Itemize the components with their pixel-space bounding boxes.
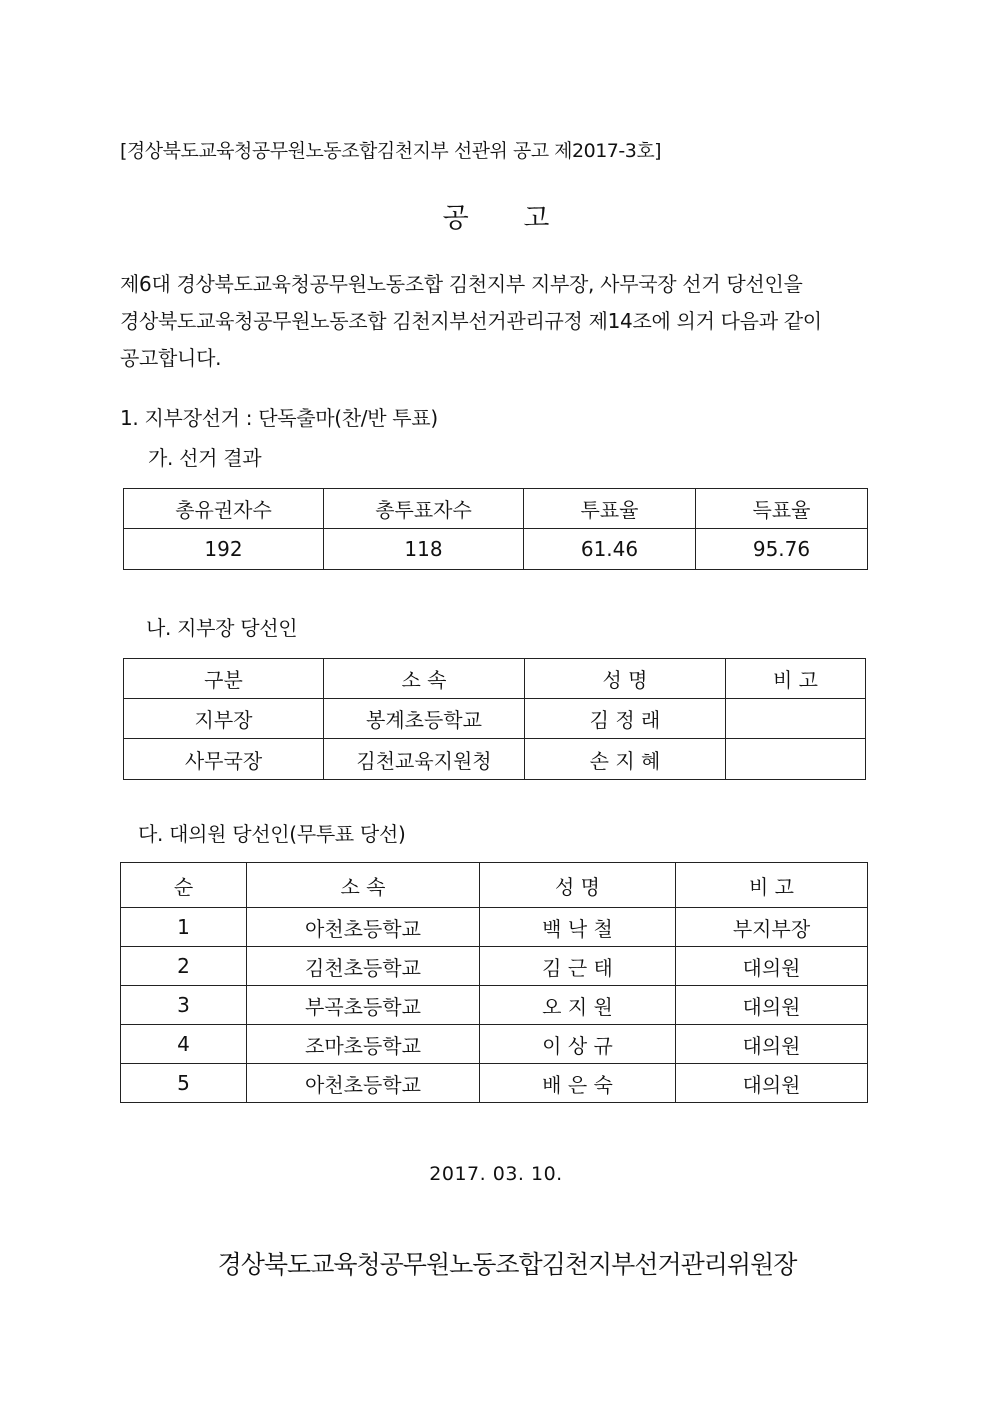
header-cell: 비 고 — [726, 659, 866, 699]
table-header-row — [121, 863, 868, 908]
header-cell: 순 — [121, 863, 247, 908]
remarks-cell: 부지부장 — [676, 908, 868, 947]
name-cell: 백 낙 철 — [480, 908, 676, 947]
affiliation-cell: 아천초등학교 — [247, 1064, 480, 1103]
intro-paragraph — [120, 266, 880, 377]
header-cell: 총투표자수 — [324, 489, 524, 529]
name-cell: 배 은 숙 — [480, 1064, 676, 1103]
table-row — [121, 908, 868, 947]
affiliation-cell: 아천초등학교 — [247, 908, 480, 947]
header-cell: 총유권자수 — [124, 489, 324, 529]
subsection-na-heading: 나. 지부장 당선인 — [146, 616, 298, 640]
table-header-row — [124, 659, 866, 699]
notice-date: 2017. 03. 10. — [429, 1163, 563, 1185]
header-cell: 투표율 — [524, 489, 696, 529]
table-row — [121, 1064, 868, 1103]
table-row — [121, 947, 868, 986]
section-1-heading: 1. 지부장선거 : 단독출마(찬/반 투표) — [120, 406, 438, 430]
header-cell: 득표율 — [696, 489, 868, 529]
delegate-winners-table — [120, 862, 868, 1103]
remarks-cell: 대의원 — [676, 1064, 868, 1103]
remarks-cell — [726, 739, 866, 780]
remarks-cell: 대의원 — [676, 1025, 868, 1064]
remarks-cell — [726, 699, 866, 739]
affiliation-cell: 김천교육지원청 — [324, 739, 525, 780]
affiliation-cell: 봉계초등학교 — [324, 699, 525, 739]
subsection-da-heading: 다. 대의원 당선인(무투표 당선) — [138, 822, 406, 846]
turnout-cell: 61.46 — [524, 529, 696, 570]
name-cell: 손 지 혜 — [525, 739, 726, 780]
vote-share-cell: 95.76 — [696, 529, 868, 570]
affiliation-cell: 부곡초등학교 — [247, 986, 480, 1025]
header-cell: 소 속 — [247, 863, 480, 908]
order-cell: 3 — [121, 986, 247, 1025]
position-cell: 지부장 — [124, 699, 324, 739]
table-row — [124, 739, 866, 780]
affiliation-cell: 김천초등학교 — [247, 947, 480, 986]
position-cell: 사무국장 — [124, 739, 324, 780]
order-cell: 4 — [121, 1025, 247, 1064]
subsection-ga-heading: 가. 선거 결과 — [148, 446, 262, 470]
remarks-cell: 대의원 — [676, 986, 868, 1025]
branch-winners-table — [123, 658, 866, 780]
order-cell: 2 — [121, 947, 247, 986]
name-cell: 김 정 래 — [525, 699, 726, 739]
remarks-cell: 대의원 — [676, 947, 868, 986]
order-cell: 5 — [121, 1064, 247, 1103]
election-results-table — [123, 488, 868, 570]
affiliation-cell: 조마초등학교 — [247, 1025, 480, 1064]
name-cell: 오 지 원 — [480, 986, 676, 1025]
total-ballots-cell: 118 — [324, 529, 524, 570]
intro-line: 제6대 경상북도교육청공무원노동조합 김천지부 지부장, 사무국장 선거 당선인을 — [120, 272, 803, 296]
table-row — [121, 986, 868, 1025]
header-cell: 소 속 — [324, 659, 525, 699]
issuer-signature: 경상북도교육청공무원노동조합김천지부선거관리위원장 — [217, 1250, 797, 1279]
table-row — [121, 1025, 868, 1064]
header-cell: 구분 — [124, 659, 324, 699]
total-voters-cell: 192 — [124, 529, 324, 570]
header-cell: 성 명 — [525, 659, 726, 699]
name-cell: 김 근 태 — [480, 947, 676, 986]
table-row — [124, 529, 868, 570]
notice-number-header: [경상북도교육청공무원노동조합김천지부 선관위 공고 제2017-3호] — [120, 140, 662, 162]
table-row — [124, 699, 866, 739]
intro-line: 경상북도교육청공무원노동조합 김천지부선거관리규정 제14조에 의거 다음과 같이 — [120, 309, 822, 333]
header-cell: 비 고 — [676, 863, 868, 908]
table-header-row — [124, 489, 868, 529]
order-cell: 1 — [121, 908, 247, 947]
document-title: 공 고 — [442, 203, 550, 234]
name-cell: 이 상 규 — [480, 1025, 676, 1064]
intro-line: 공고합니다. — [120, 346, 222, 370]
header-cell: 성 명 — [480, 863, 676, 908]
